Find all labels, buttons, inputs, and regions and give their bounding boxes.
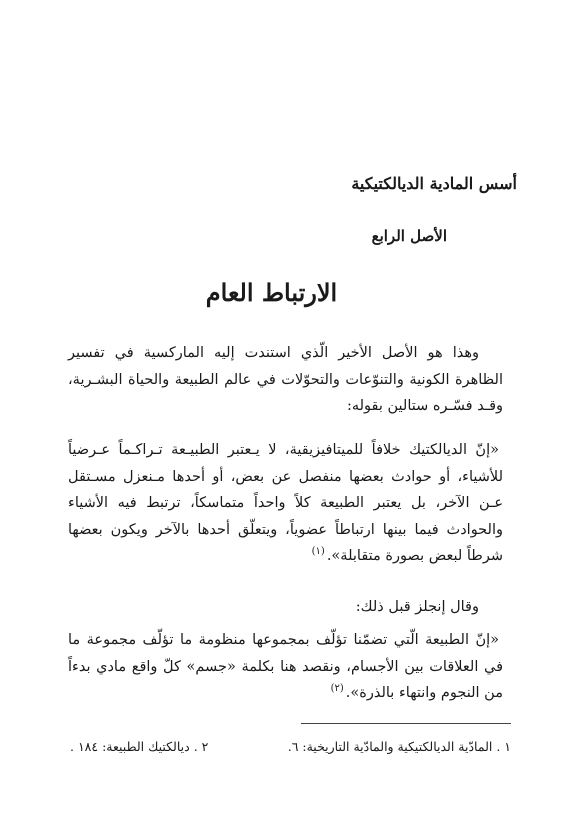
subsection-heading: الأصل الرابع bbox=[371, 227, 447, 245]
footnote-ref-1: (١) bbox=[311, 546, 325, 558]
intro-paragraph: وهذا هو الأصل الأخير الّذي استندت إليه الماركسية في تفسير الظاهرة الكونية والتنوّعات والتحوّلات في عالم الطبيعة والحياة البشـرية، وقـد فسّـره ستالين بقوله: bbox=[68, 345, 503, 414]
engels-quote-text: «إنّ الطبيعة الّتي تضمّنا تؤلّف بمجموعها منظومة ما تؤلّف مجموعة ما في العلاقات بين الأجسام، ونقصد هنا بكلمة «جسم» كلّ واقع مادي بدءاً من النجوم وانتهاء بالذرة». bbox=[68, 632, 503, 701]
footnote-divider bbox=[301, 723, 511, 724]
stalin-quote bbox=[68, 437, 503, 570]
section-heading: أسس المادية الديالكتيكية bbox=[351, 174, 517, 193]
stalin-quote-text: «إنّ الديالكتيك خلافاً للميتافيزيقية، لا يـعتبر الطبيـعة تـراكـماً عـرضياً للأشياء، أو حوادث بعضها منفصل عن بعض، أو أحدها مـنعزل مسـتقل عـن الآخر، بل يعتبر الطبيعة كلاً واحداً متماسكاً، ترتبط فيه الأشياء والحوادث فيما بينها ارتباطاً عضوياً، ويتعلّق أحدها بالآخر ويكون بعضها شرطاً لبعض بصورة متقابلة». bbox=[68, 442, 503, 564]
engels-quote bbox=[68, 627, 503, 707]
engels-intro-paragraph: وقال إنجلز قبل ذلك: bbox=[355, 599, 479, 615]
chapter-title: الارتباط العام bbox=[205, 278, 338, 307]
footnote-1: ١ . المادّية الديالكتيكية والمادّية التاريخية: ٦. bbox=[287, 739, 511, 754]
footnote-ref-2: (٢) bbox=[330, 683, 344, 695]
footnotes bbox=[70, 738, 511, 756]
footnote-2: ٢ . ديالكتيك الطبيعة: ١٨٤ . bbox=[70, 739, 209, 754]
